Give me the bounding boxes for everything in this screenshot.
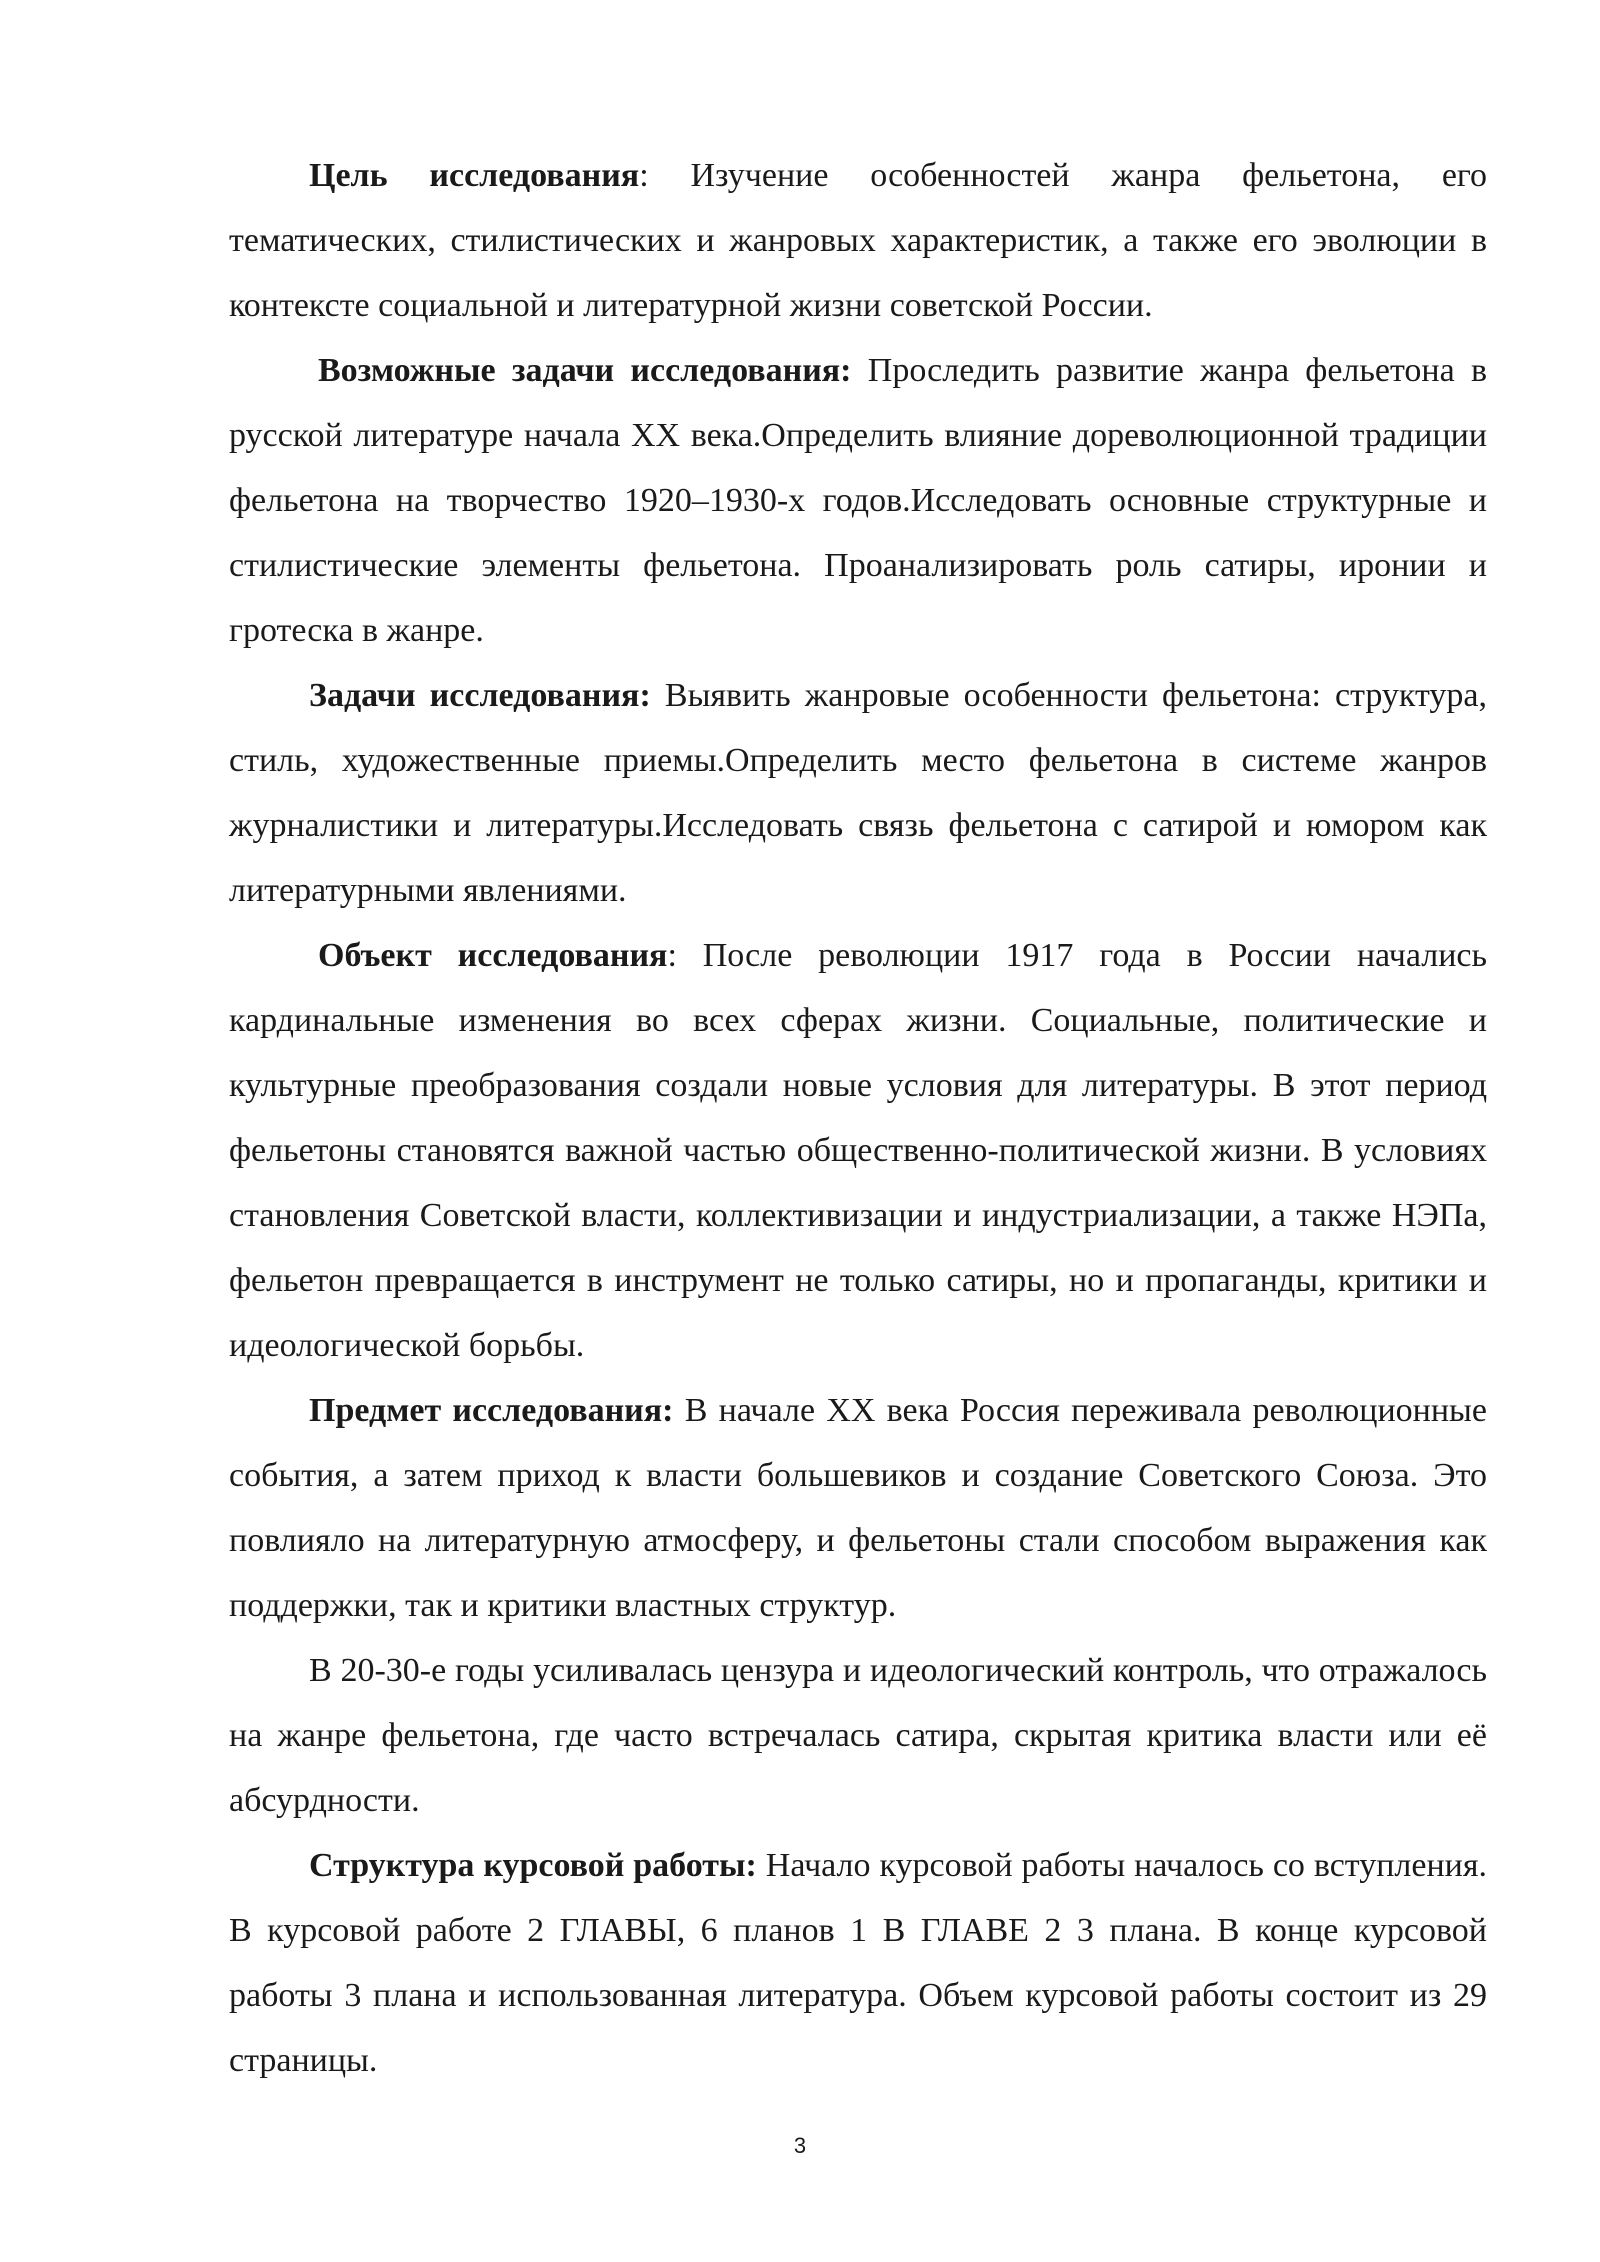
research-tasks-label: Задачи исследования: (309, 677, 651, 714)
research-tasks-text: Выявить жанровые особенности фельетона: структура, стиль, художественные приемы.Определить место фельетона в системе жанров журналистики и литературы.Исследовать связь фельетона с сатирой и юмором как литературными явлениями. (229, 677, 1487, 909)
possible-tasks-text: Проследить развитие жанра фельетона в русской литературе начала XX века.Определить влияние дореволюционной традиции фельетона на творчество 1920–1930-х годов.Исследовать основные структурные и стилистические элементы фельетона. Проанализировать роль сатиры, иронии и гротеска в жанре. (229, 352, 1487, 649)
paragraph-research-object (229, 923, 1487, 1378)
paragraph-research-tasks (229, 663, 1487, 923)
paragraph-possible-tasks (229, 338, 1487, 663)
research-subject-text: В начале XX века Россия переживала революционные события, а затем приход к власти большевиков и создание Советского Союза. Это повлияло на литературную атмосферу, и фельетоны стали способом выражения как поддержки, так и критики властных структур. (229, 1392, 1487, 1624)
structure-label: Структура курсовой работы: (309, 1847, 757, 1884)
research-goal-text: Изучение особенностей жанра фельетона, его тематических, стилистических и жанровых характеристик, а также его эволюции в контексте социальной и литературной жизни советской России. (229, 157, 1488, 324)
research-object-label: Объект исследования (318, 937, 668, 974)
paragraph-research-subject (229, 1378, 1487, 1638)
paragraph-structure (229, 1833, 1487, 2093)
paragraph-research-goal (229, 143, 1487, 338)
research-object-separator: : (667, 937, 677, 974)
document-body (229, 143, 1487, 2093)
page-number: 3 (793, 2133, 807, 2158)
research-goal-label: Цель исследования (309, 157, 640, 194)
research-subject-label: Предмет исследования: (309, 1392, 674, 1429)
research-goal-separator: : (639, 157, 649, 194)
research-object-text: После революции 1917 года в России начались кардинальные изменения во всех сферах жизни. Социальные, политические и культурные преобразования создали новые условия для литературы. В этот период фельетоны становятся важной частью общественно-политической жизни. В условиях становления Советской власти, коллективизации и индустриализации, а также НЭПа, фельетон превращается в инструмент не только сатиры, но и пропаганды, критики и идеологической борьбы. (229, 937, 1487, 1364)
possible-tasks-label: Возможные задачи исследования: (318, 352, 852, 389)
structure-text: Начало курсовой работы началось со вступления. В курсовой работе 2 ГЛАВЫ, 6 планов 1 В ГЛАВЕ 2 3 плана. В конце курсовой работы 3 плана и использованная литература. Объем курсовой работы состоит из 29 страницы. (229, 1847, 1487, 2079)
censorship-text: В 20-30-е годы усиливалась цензура и идеологический контроль, что отражалось на жанре фельетона, где часто встречалась сатира, скрытая критика власти или её абсурдности. (229, 1652, 1487, 1819)
paragraph-censorship (229, 1638, 1487, 1833)
